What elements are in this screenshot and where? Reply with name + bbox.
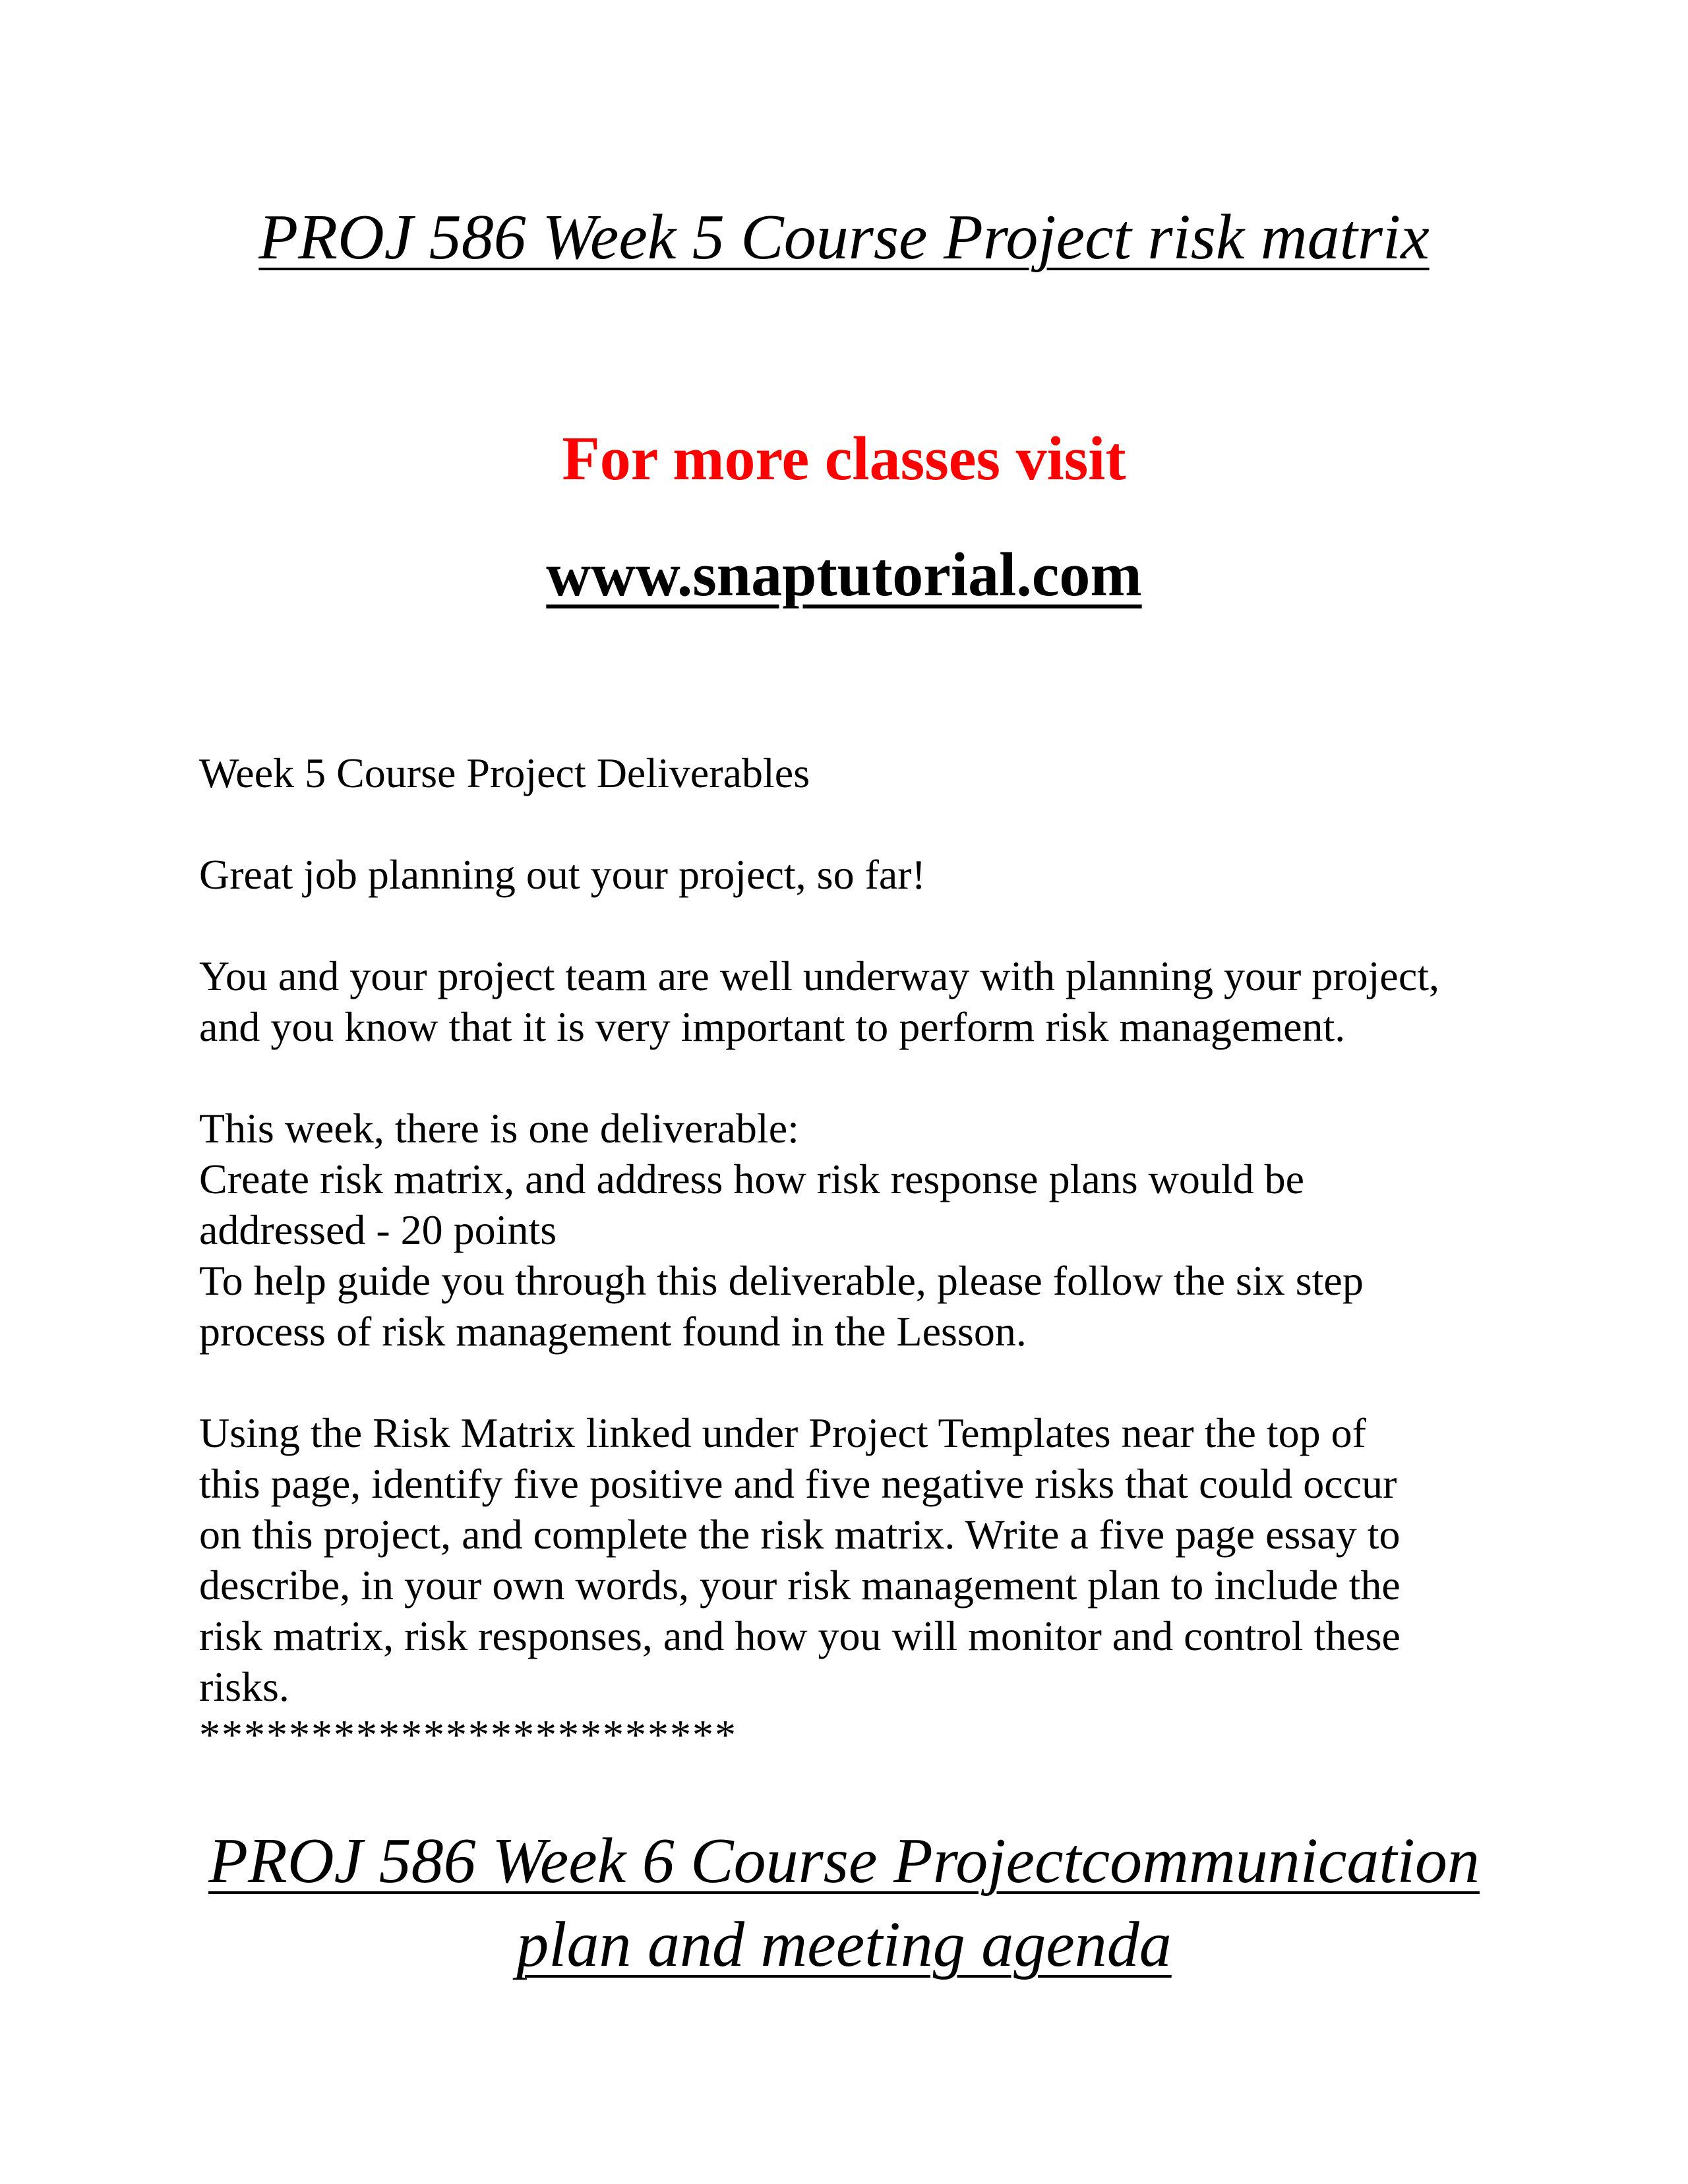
document-title: PROJ 586 Week 5 Course Project risk matrix — [258, 202, 1430, 273]
paragraph-line: on this project, and complete the risk matrix. Write a five page essay to — [199, 1511, 1401, 1558]
next-title-line: plan and meeting agenda — [516, 1909, 1172, 1980]
section-heading-block — [199, 748, 1518, 798]
next-document-title — [0, 1819, 1688, 1987]
paragraph-line: Create risk matrix, and address how risk response plans would be — [199, 1156, 1305, 1202]
paragraph-line: risk matrix, risk responses, and how you will monitor and control these — [199, 1612, 1401, 1659]
paragraph-line: addressed - 20 points — [199, 1206, 557, 1253]
paragraph-line: describe, in your own words, your risk management plan to include the — [199, 1562, 1401, 1608]
intro-block — [199, 849, 1518, 900]
paragraph-line: To help guide you through this deliverable, please follow the six step — [199, 1257, 1364, 1304]
paragraph-line: this page, identify five positive and five negative risks that could occur — [199, 1460, 1397, 1507]
paragraph-line: You and your project team are well underway with planning your project, — [199, 953, 1439, 999]
paragraph-3 — [199, 1407, 1518, 1712]
paragraph-2 — [199, 1103, 1518, 1357]
paragraph-1 — [199, 951, 1518, 1052]
promo-text: For more classes visit — [562, 425, 1126, 493]
paragraph-line: process of risk management found in the Lesson. — [199, 1308, 1027, 1355]
section-heading: Week 5 Course Project Deliverables — [199, 750, 810, 796]
paragraph-line: Using the Risk Matrix linked under Project Templates near the top of — [199, 1409, 1366, 1456]
paragraph-line: risks. — [199, 1663, 289, 1710]
intro-text: Great job planning out your project, so far! — [199, 851, 926, 898]
paragraph-line: and you know that it is very important to perform risk management. — [199, 1003, 1346, 1050]
website-link[interactable]: www.snaptutorial.com — [546, 541, 1142, 609]
next-title-line: PROJ 586 Week 6 Course Projectcommunication — [208, 1825, 1480, 1897]
paragraph-line: This week, there is one deliverable: — [199, 1105, 799, 1152]
separator-stars: ************************ — [199, 1711, 737, 1758]
